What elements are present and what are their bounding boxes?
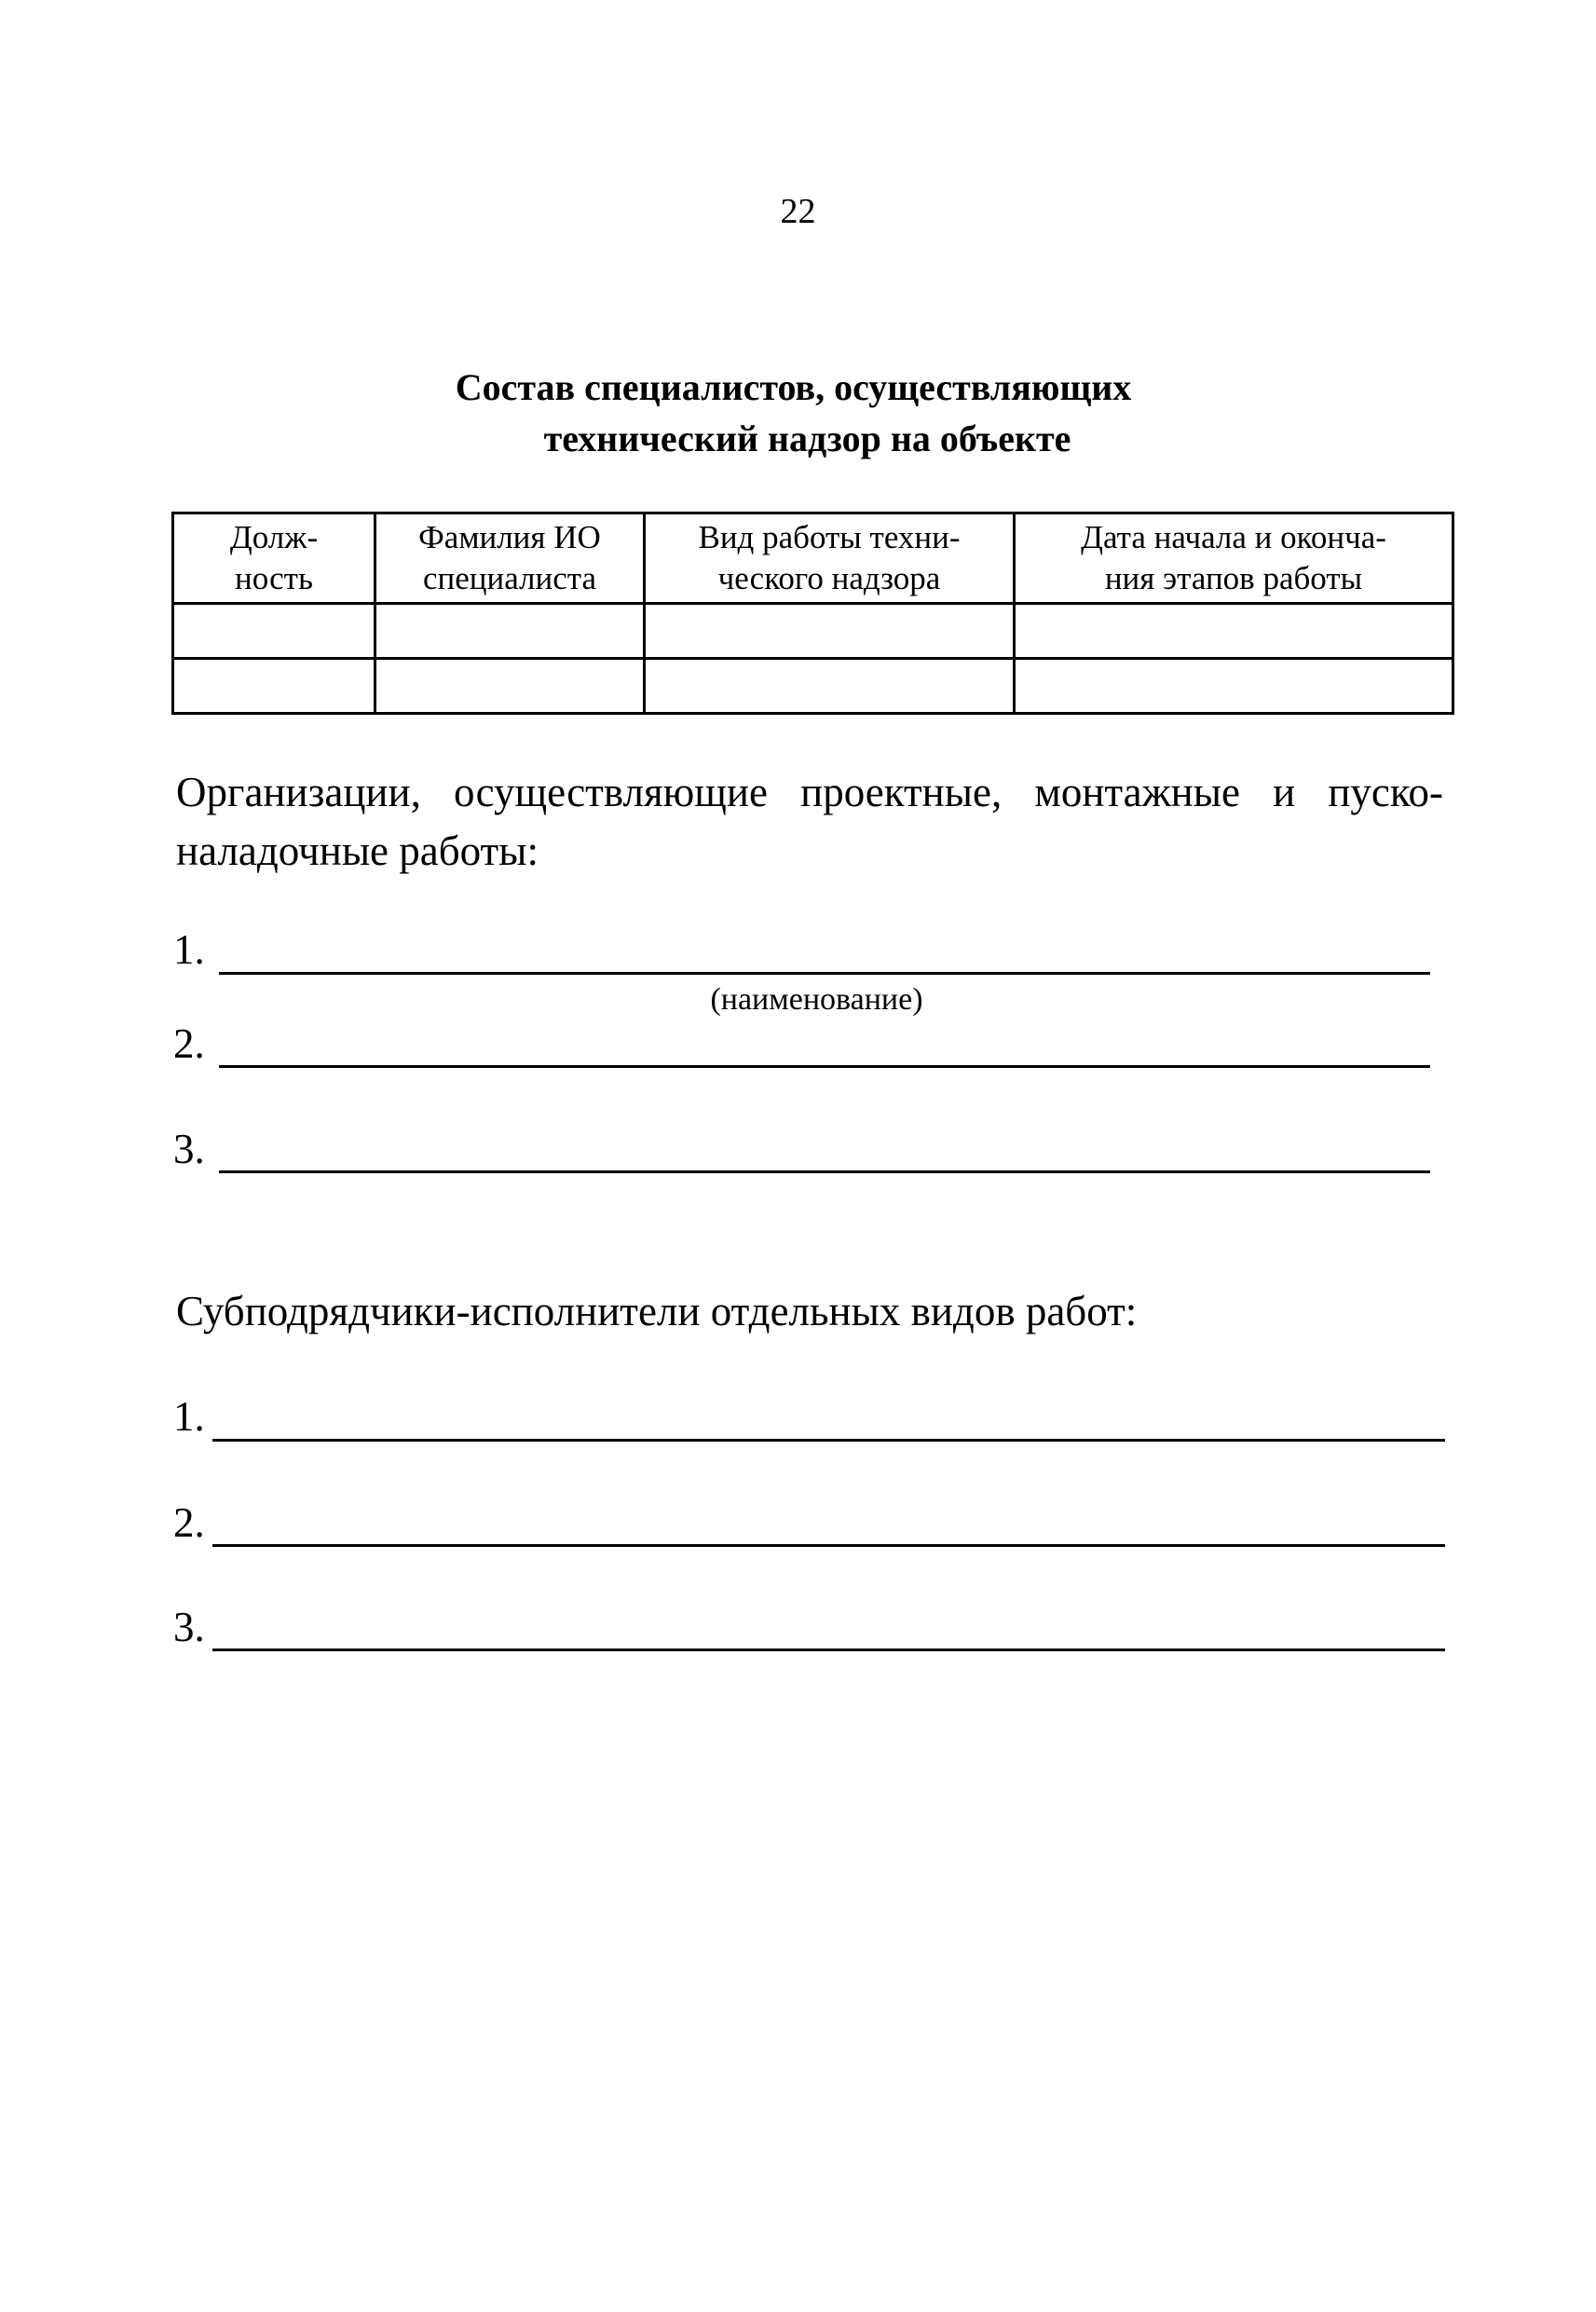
table-cell[interactable]: [375, 604, 645, 659]
paragraph-word: монтажные: [1034, 769, 1240, 815]
paragraph-word: пуско-: [1328, 769, 1443, 815]
organization-name-blank[interactable]: [219, 972, 1430, 975]
name-caption: (наименование): [710, 982, 923, 1017]
organization-name-blank[interactable]: [219, 1170, 1430, 1173]
header-cell-position: [173, 513, 375, 604]
table-row: [173, 604, 1453, 659]
paragraph-word: Организации,: [176, 769, 421, 815]
organizations-paragraph-line-2: наладочные работы:: [176, 828, 539, 874]
table-cell[interactable]: [173, 659, 375, 714]
organization-item-number: 2.: [173, 1020, 205, 1067]
header-text: ность: [235, 560, 313, 596]
header-cell-name: [375, 513, 645, 604]
header-cell-dates: [1015, 513, 1453, 604]
header-cell-work-type: [645, 513, 1015, 604]
organization-item-number: 3.: [173, 1126, 205, 1172]
header-text: Вид работы техни-: [698, 519, 961, 555]
organization-item-number: 1.: [173, 926, 205, 973]
header-text: ния этапов работы: [1104, 560, 1363, 596]
table-cell[interactable]: [645, 659, 1015, 714]
table-cell[interactable]: [1015, 604, 1453, 659]
paragraph-word: проектные,: [800, 769, 1003, 815]
header-text: ческого надзора: [717, 560, 941, 596]
table-cell[interactable]: [375, 659, 645, 714]
subcontractor-item-number: 3.: [173, 1604, 205, 1650]
organizations-paragraph-line-1: [176, 768, 1443, 816]
table-row: [173, 659, 1453, 714]
table-cell[interactable]: [173, 604, 375, 659]
table-cell[interactable]: [645, 604, 1015, 659]
header-text: Фамилия ИО: [418, 519, 601, 555]
subcontractor-item-number: 2.: [173, 1499, 205, 1546]
table-header-row: [173, 513, 1453, 604]
organization-name-blank[interactable]: [219, 1065, 1430, 1068]
section-heading-line-1: Состав специалистов, осуществляющих: [455, 366, 1132, 408]
page-number: 22: [780, 192, 816, 231]
paragraph-word: и: [1273, 769, 1296, 815]
specialists-table: [171, 512, 1454, 715]
header-text: Дата начала и оконча-: [1081, 519, 1386, 555]
subcontractors-title: Субподрядчики-исполнители отдельных видов работ:: [176, 1288, 1138, 1334]
section-heading-line-2: технический надзор на объекте: [543, 417, 1071, 459]
header-text: специалиста: [422, 560, 597, 596]
header-text: Долж-: [229, 519, 319, 555]
table-cell[interactable]: [1015, 659, 1453, 714]
subcontractor-name-blank[interactable]: [212, 1439, 1445, 1442]
subcontractor-name-blank[interactable]: [212, 1648, 1445, 1651]
subcontractor-item-number: 1.: [173, 1393, 205, 1440]
subcontractor-name-blank[interactable]: [212, 1544, 1445, 1547]
paragraph-word: осуществляющие: [453, 769, 768, 815]
